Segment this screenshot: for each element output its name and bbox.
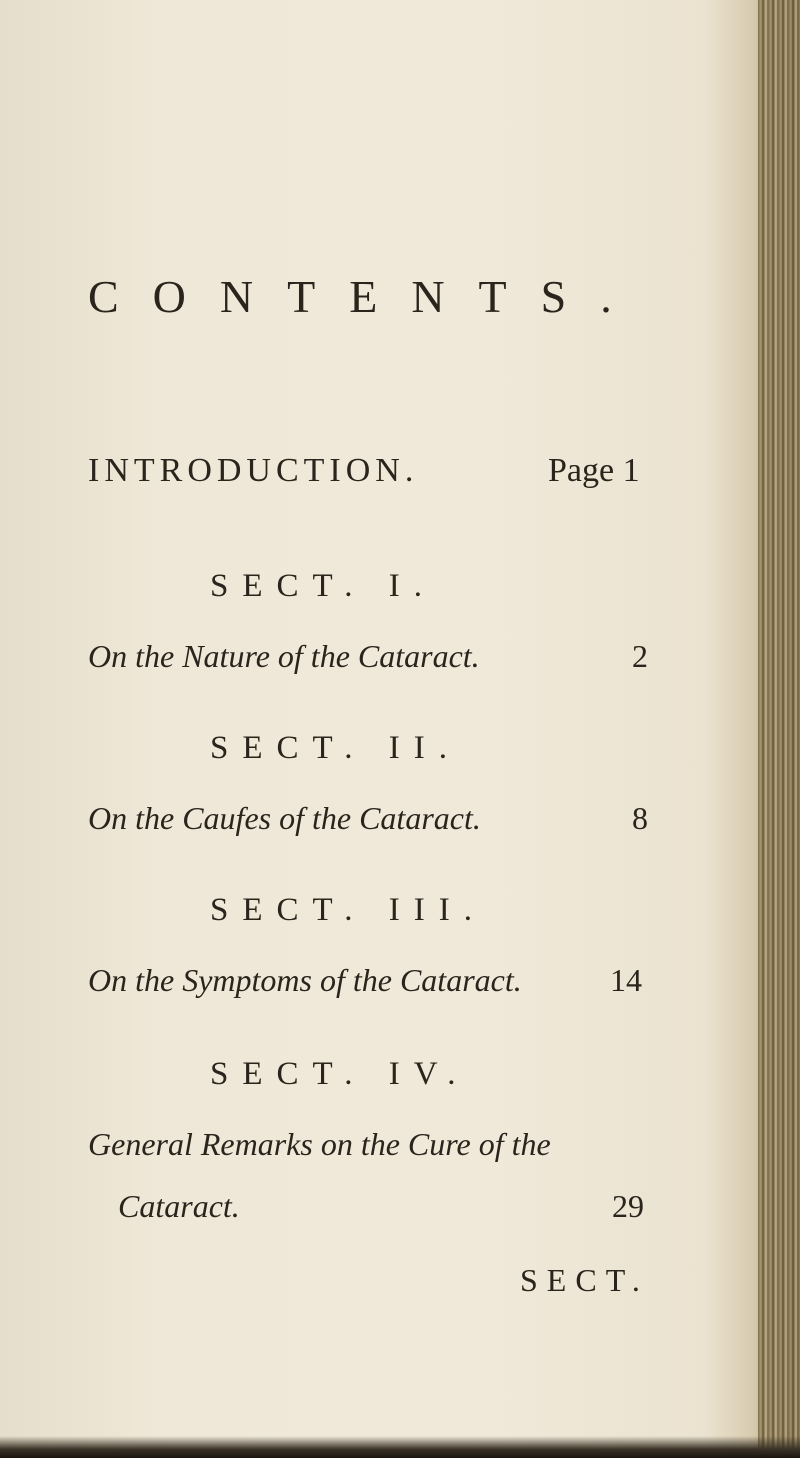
- page-bottom-edge: [0, 1436, 800, 1458]
- sect-4-title-line1: General Remarks on the Cure of the: [88, 1126, 551, 1162]
- sect-4-page: 29: [612, 1188, 644, 1224]
- sect-2-title: On the Caufes of the Cataract.: [88, 800, 481, 836]
- sect-4-title-line2: Cataract.: [118, 1188, 240, 1224]
- sect-2-page: 8: [632, 800, 648, 836]
- book-gutter: [758, 0, 800, 1458]
- sect-1-title: On the Nature of the Cataract.: [88, 638, 480, 674]
- sect-3-page: 14: [610, 962, 642, 998]
- sect-4-heading: SECT. IV.: [210, 1056, 470, 1092]
- contents-heading: CONTENTS.: [88, 271, 646, 322]
- sect-1-page: 2: [632, 638, 648, 674]
- sect-3-heading: SECT. III.: [210, 892, 486, 928]
- introduction-label: INTRODUCTION.: [88, 452, 419, 489]
- introduction-page: Page 1: [548, 452, 640, 489]
- catchword: SECT.: [520, 1262, 649, 1298]
- sect-3-title: On the Symptoms of the Cataract.: [88, 962, 522, 998]
- sect-2-heading: SECT. II.: [210, 730, 461, 766]
- sect-1-heading: SECT. I.: [210, 568, 436, 604]
